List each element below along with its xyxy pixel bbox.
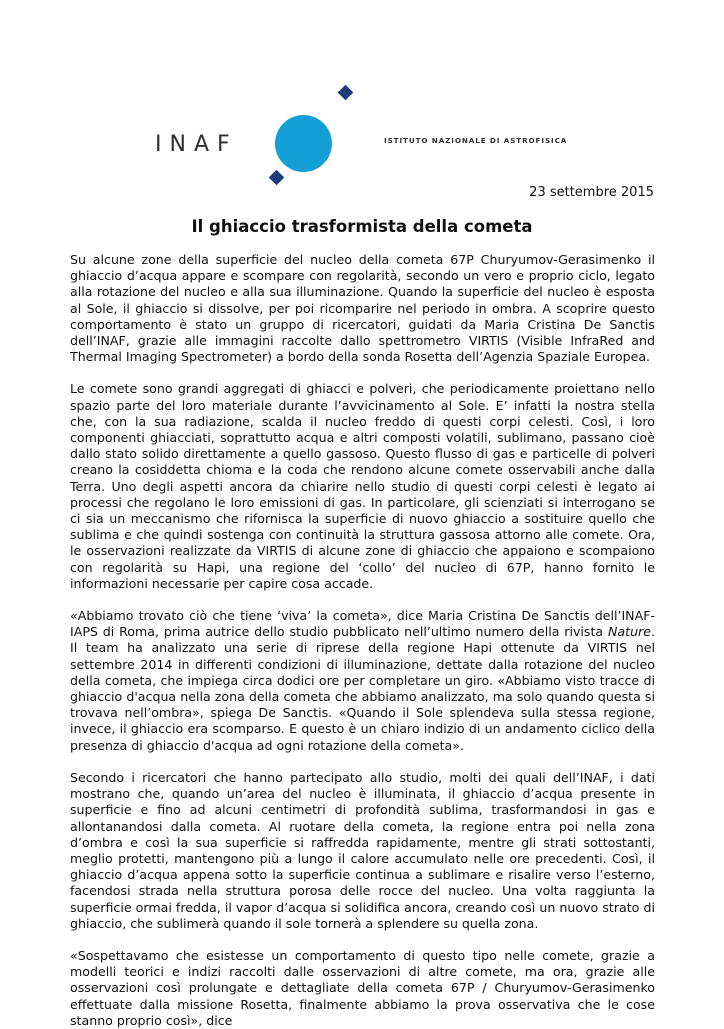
paragraph-5: «Sospettavamo che esistesse un comportamento di questo tipo nelle comete, grazie a modelli teorici e indizi raccolti dalle osservazioni di altre comete, ma ora, grazie alle osservazioni così prolungate e dettagliate della cometa 67P / Churyumov-Gerasimenko effettuate dalla missione Rosetta, finalmente abbiamo la prova osservativa che le cose stanno proprio così», dice: [70, 947, 655, 1028]
document-date: 23 settembre 2015: [529, 185, 654, 200]
document-title: Il ghiaccio trasformista della cometa: [191, 217, 533, 236]
paragraph-1: Su alcune zone della superficie del nucleo della cometa 67P Churyumov-Gerasimenko il ghiaccio d’acqua appare e scompare con regolarità, secondo un vero e proprio ciclo, legato alla rotazione del nucleo e alla sua illuminazione. Quando la superficie del nucleo è esposta al Sole, il ghiaccio si dissolve, per poi ricomparire nel periodo in ombra. A scoprire questo comportamento è stato un gruppo di ricercatori, guidati da Maria Cristina De Sanctis dell’INAF, grazie alle immagini raccolte dallo spettrometro VIRTIS (Visible InfraRed and Thermal Imaging Spectrometer) a bordo della sonda Rosetta dell’Agenzia Spaziale Europea.: [70, 252, 655, 365]
logo-text: INAF: [155, 132, 238, 157]
paragraph-3: «Abbiamo trovato ciò che tiene ‘viva’ la cometa», dice Maria Cristina De Sanctis dell’INAF-IAPS di Roma, prima autrice dello studio pubblicato nell’ultimo numero della rivista Nature. Il team ha analizzato una serie di riprese della regione Hapi ottenute da VIRTIS nel settembre 2014 in differenti condizioni di illuminazione, dettate dalla rotazione del nucleo della cometa, che impiega circa dodici ore per completare un giro. «Abbiamo visto tracce di ghiaccio d'acqua nella zona della cometa che abbiamo analizzato, ma solo quando questa si trovava nell’ombra», spiega De Sanctis. «Quando il Sole splendeva sulla stessa regione, invece, il ghiaccio era scomparso. E questo è un chiaro indizio di un andamento ciclico della presenza di ghiaccio d'acqua ad ogni rotazione della cometa».: [70, 608, 655, 753]
paragraph-2: Le comete sono grandi aggregati di ghiacci e polveri, che periodicamente proiettano nello spazio parte del loro materiale durante l’avvicinamento al Sole. E’ infatti la nostra stella che, con la sua radiazione, scalda il nucleo freddo di questi corpi celesti. Così, i loro componenti ghiacciati, soprattutto acqua e altri composti volatili, sublimano, passano cioè dallo stato solido direttamente a quello gassoso. Questo flusso di gas e particelle di polveri creano la cosiddetta chioma e la coda che rendono alcune comete osservabili anche dalla Terra. Uno degli aspetti ancora da chiarire nello studio di questi corpi celesti è legato ai processi che regolano le loro emissioni di gas. In particolare, gli scienziati si interrogano se ci sia un meccanismo che rifornisca la superficie di nuovo ghiaccio a sostituire quello che sublima e che quindi sostenga con continuità la struttura gassosa attorno alle comete. Ora, le osservazioni realizzate da VIRTIS di alcune zone di ghiaccio che appaiono e scompaiono con regolarità su Hapi, una regione del ‘collo’ del nucleo di 67P, hanno fornito le informazioni necessarie per capire cosa accade.: [70, 381, 655, 591]
paragraph-4: Secondo i ricercatori che hanno partecipato allo studio, molti dei quali dell’INAF, i dati mostrano che, quando un’area del nucleo è illuminata, il ghiaccio d’acqua presente in superficie e fino ad alcuni centimetri di profondità sublima, trasformandosi in gas e allontanandosi dalla cometa. Al ruotare della cometa, la regione entra poi nella zona d’ombra e così la sua superficie si raffredda rapidamente, mentre gli strati sottostanti, meglio protetti, mantengono più a lungo il calore accumulato nelle ore precedenti. Così, il ghiaccio d’acqua appena sotto la superficie continua a sublimare e risalire verso l’esterno, facendosi strada nella struttura porosa delle rocce del nucleo. Una volta raggiunta la superficie ormai fredda, il vapor d’acqua si solidifica ancora, creando così un nuovo strato di ghiaccio, che sublimerà quando il sole tornerà a splendere su quella zona.: [70, 769, 655, 931]
document-body: [70, 252, 655, 1029]
journal-name: Nature: [608, 624, 651, 640]
institute-name: ISTITUTO NAZIONALE DI ASTROFISICA: [384, 136, 568, 145]
logo-circle: [275, 115, 332, 172]
logo-diamond-bottom: [269, 170, 285, 186]
logo-diamond-top: [338, 85, 354, 101]
page-header: [0, 0, 724, 190]
